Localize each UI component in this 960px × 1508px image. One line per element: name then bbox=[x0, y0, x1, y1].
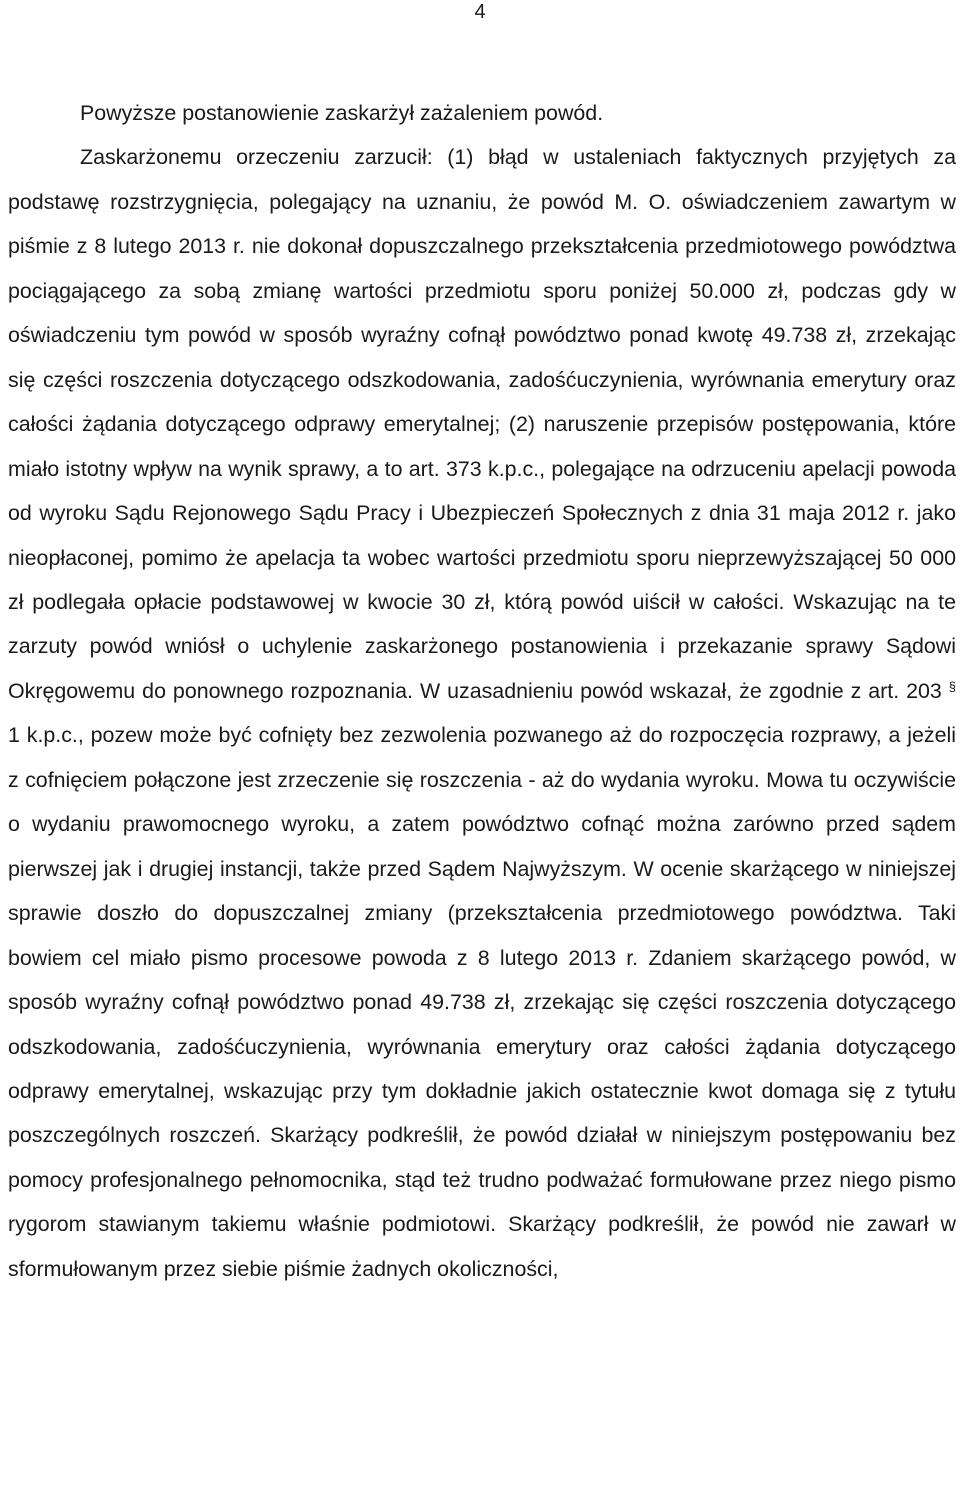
document-body bbox=[8, 91, 956, 1291]
paragraph-2 bbox=[8, 135, 956, 1291]
page-number: 4 bbox=[474, 1, 486, 23]
paragraph-1: Powyższe postanowienie zaskarżył zażaleniem powód. bbox=[80, 101, 604, 125]
section-symbol: § bbox=[948, 678, 956, 694]
paragraph-2-continuation: 1 k.p.c., pozew może być cofnięty bez zezwolenia pozwanego aż do rozpoczęcia rozprawy, a jeżeli z cofnięciem połączone jest zrzeczenie się roszczenia - aż do wydania wyroku. Mowa tu oczywiście o wydaniu prawomocnego wyroku, a zatem powództwo cofnąć można zarówno przed sądem pierwszej jak i drugiej instancji, także przed Sądem Najwyższym. W ocenie skarżącego w niniejszej sprawie doszło do dopuszczalnej zmiany (przekształcenia przedmiotowego powództwa. Taki bowiem cel miało pismo procesowe powoda z 8 lutego 2013 r. Zdaniem skarżącego powód, w sposób wyraźny cofnął powództwo ponad 49.738 zł, zrzekając się części roszczenia dotyczącego odszkodowania, zadośćuczynienia, wyrównania emerytury oraz całości żądania dotyczącego odprawy emerytalnej, wskazując przy tym dokładnie jakich ostatecznie kwot domaga się z tytułu poszczególnych roszczeń. Skarżący podkreślił, że powód działał w niniejszym postępowaniu bez pomocy profesjonalnego pełnomocnika, stąd też trudno podważać formułowane przez niego pismo rygorom stawianym takiemu właśnie podmiotowi. Skarżący podkreślił, że powód nie zawarł w sformułowanym przez siebie piśmie żadnych okoliczności, bbox=[8, 723, 956, 1281]
paragraph-2-text: Zaskarżonemu orzeczeniu zarzucił: (1) błąd w ustaleniach faktycznych przyjętych za podstawę rozstrzygnięcia, polegający na uznaniu, że powód M. O. oświadczeniem zawartym w piśmie z 8 lutego 2013 r. nie dokonał dopuszczalnego przekształcenia przedmiotowego powództwa pociągającego za sobą zmianę wartości przedmiotu sporu poniżej 50.000 zł, podczas gdy w oświadczeniu tym powód w sposób wyraźny cofnął powództwo ponad kwotę 49.738 zł, zrzekając się części roszczenia dotyczącego odszkodowania, zadośćuczynienia, wyrównania emerytury oraz całości żądania dotyczącego odprawy emerytalnej; (2) naruszenie przepisów postępowania, które miało istotny wpływ na wynik sprawy, a to art. 373 k.p.c., polegające na odrzuceniu apelacji powoda od wyroku Sądu Rejonowego Sądu Pracy i Ubezpieczeń Społecznych z dnia 31 maja 2012 r. jako nieopłaconej, pomimo że apelacja ta wobec wartości przedmiotu sporu nieprzewyższającej 50 000 zł podlegała opłacie podstawowej w kwocie 30 zł, którą powód uiścił w całości. Wskazując na te zarzuty powód wniósł o uchylenie zaskarżonego postanowienia i przekazanie sprawy Sądowi Okręgowemu do ponownego rozpoznania. W uzasadnieniu powód wskazał, że zgodnie z art. 203 bbox=[8, 145, 956, 703]
